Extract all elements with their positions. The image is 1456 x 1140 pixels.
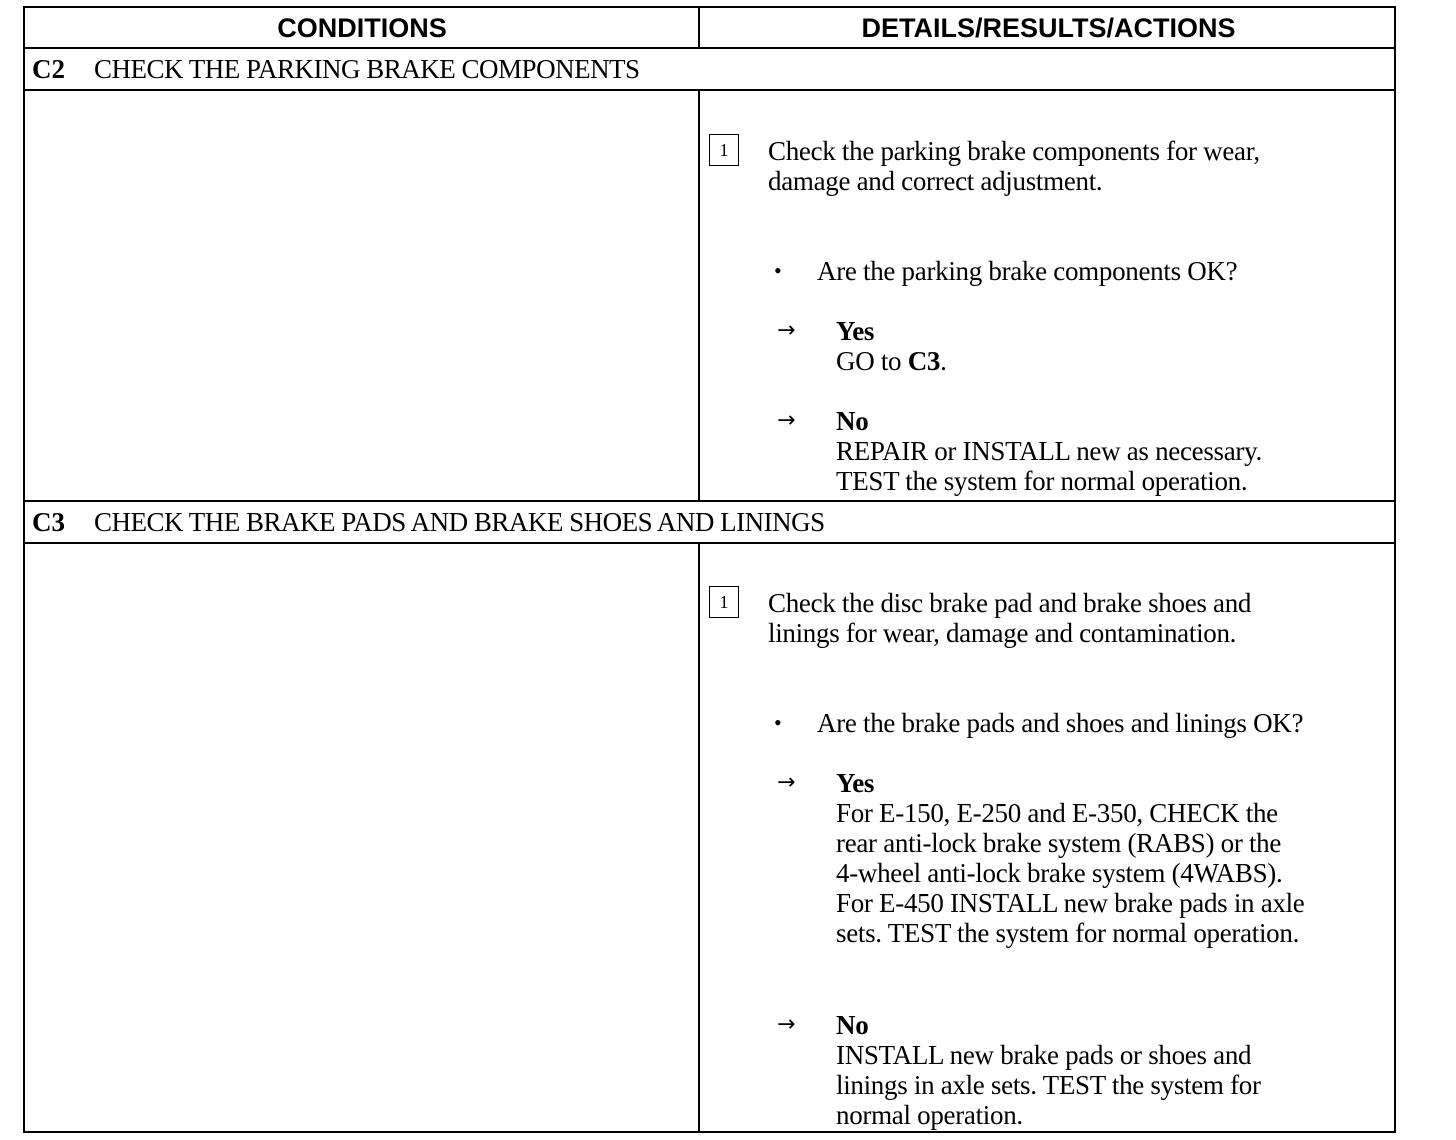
step-c3-id: C3 [32,506,65,537]
step-c2-yes-go-to: GO to [836,346,908,376]
step-c3-yes-label: Yes [836,768,875,798]
step-c2-action-number: 1 [709,134,739,166]
step-c3-action-text [768,588,1251,648]
step-c2-id: C2 [32,53,65,84]
step-c3-title-rule [25,542,1394,544]
step-c3-title: CHECK THE BRAKE PADS AND BRAKE SHOES AND LININGS [94,506,825,537]
step-c3-yes-line-1: For E-150, E-250 and E-350, CHECK the [836,798,1278,828]
step-c3-yes-line-4: For E-450 INSTALL new brake pads in axle [836,888,1305,918]
step-c3-yes-line-5: sets. TEST the system for normal operation. [836,918,1300,948]
bullet-icon: • [774,258,782,283]
step-c3-action-line-1: Check the disc brake pad and brake shoes and [768,588,1252,618]
step-c3-no-line-1: INSTALL new brake pads or shoes and [836,1040,1252,1070]
step-c2-action-line-2: damage and correct adjustment. [768,166,1103,196]
step-c2-yes-result [777,316,1377,376]
step-c3-action-line-2: linings for wear, damage and contamination. [768,618,1237,648]
step-c3-no-text [836,1040,1376,1130]
step-c2-no-line-1: REPAIR or INSTALL new as necessary. [836,436,1263,466]
step-c3-no-label: No [836,1010,869,1040]
step-c2-action-text [768,136,1260,196]
step-c2-question-text: Are the parking brake components OK? [817,256,1238,286]
step-c2-yes-label: Yes [836,316,875,346]
step-c2-title: CHECK THE PARKING BRAKE COMPONENTS [94,53,640,84]
step-c3-no-line-3: normal operation. [836,1100,1023,1130]
step-c2-yes-text [836,346,1376,376]
step-c3-title-row [25,502,1394,542]
step-c2-no-line-2: TEST the system for normal operation. [836,466,1248,496]
step-c3-column-divider [698,544,700,1133]
arrow-right-icon: → [777,770,796,795]
arrow-right-icon: → [777,1012,796,1037]
step-c3-no-result [777,1010,1387,1130]
step-c2-action-line-1: Check the parking brake components for wear, [768,136,1260,166]
step-c3-question [774,708,1384,738]
step-c3-yes-line-3: 4-wheel anti-lock brake system (4WABS). [836,858,1283,888]
step-c2-yes-target: C3 [907,346,941,376]
step-c3-yes-text [836,798,1376,948]
step-c2-yes-period: . [940,346,947,376]
header-divider [698,8,700,48]
diagnostic-table [23,6,1396,1133]
arrow-right-icon: → [777,318,796,343]
step-c2-no-text [836,436,1376,496]
arrow-right-icon: → [777,408,796,433]
step-c3-yes-result [777,768,1387,948]
step-c3-action-number: 1 [709,586,739,618]
step-c3-no-line-2: linings in axle sets. TEST the system for [836,1070,1261,1100]
step-c3-question-text: Are the brake pads and shoes and linings OK? [817,708,1304,738]
step-c2-column-divider [698,91,700,500]
step-c2-no-label: No [836,406,869,436]
step-c2-no-result [777,406,1377,496]
step-c2-question [774,256,1374,286]
step-c2-title-rule [25,89,1394,91]
step-c3-yes-line-2: rear anti-lock brake system (RABS) or the [836,828,1282,858]
details-header: DETAILS/RESULTS/ACTIONS [861,12,1236,43]
bullet-icon: • [774,710,782,735]
conditions-header: CONDITIONS [277,12,447,43]
step-c2-title-row [25,49,1394,89]
